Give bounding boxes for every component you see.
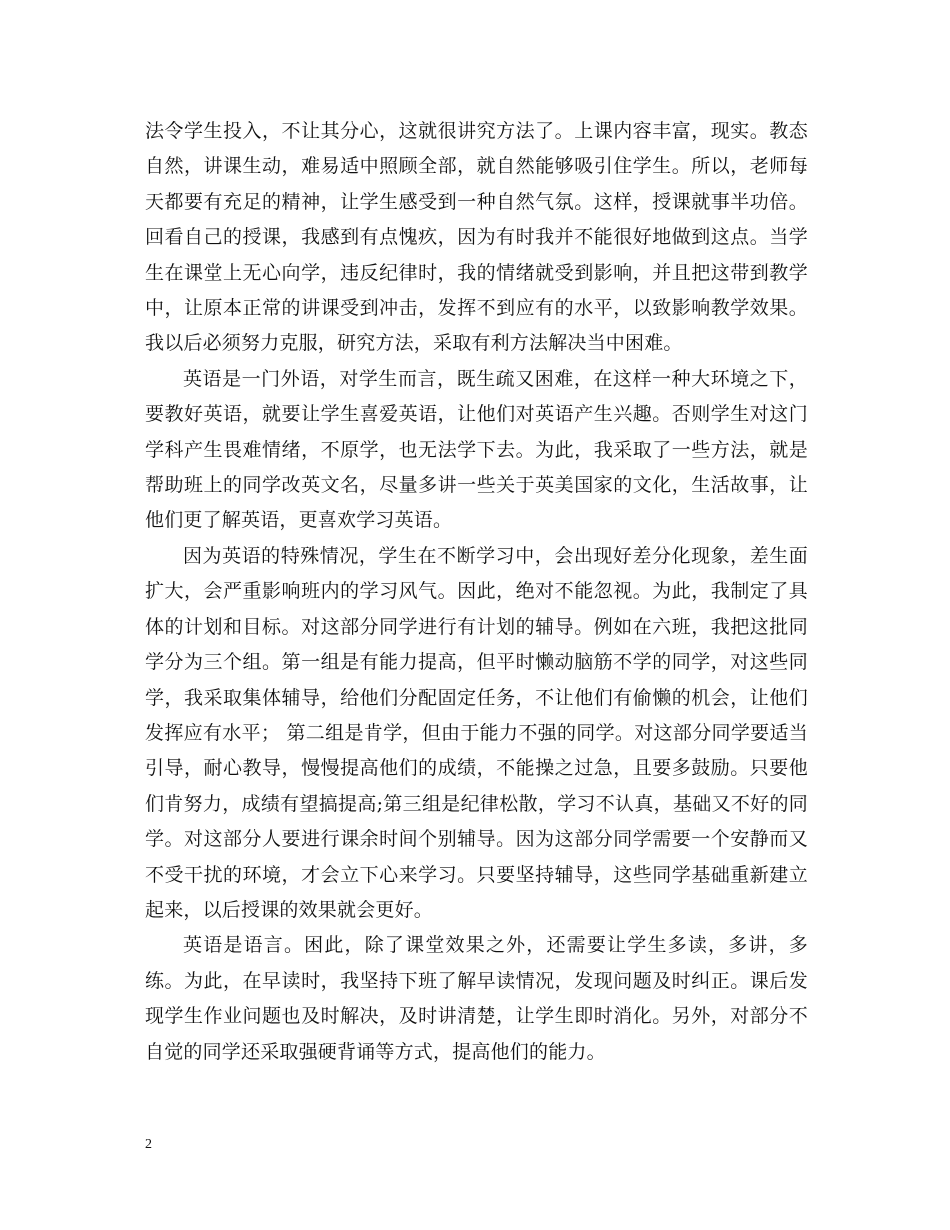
body-text xyxy=(145,114,808,1070)
paragraph-3: 因为英语的特殊情况，学生在不断学习中，会出现好差分化现象，差生面扩大，会严重影响班内的学习风气。因此，绝对不能忽视。为此，我制定了具体的计划和目标。对这部分同学进行有计划的辅导。例如在六班，我把这批同学分为三个组。第一组是有能力提高，但平时懒动脑筋不学的同学，对这些同学，我采取集体辅导，给他们分配固定任务，不让他们有偷懒的机会，让他们发挥应有水平； 第二组是肯学，但由于能力不强的同学。对这部分同学要适当引导，耐心教导，慢慢提高他们的成绩，不能操之过急，且要多鼓励。只要他们肯努力，成绩有望搞提高;第三组是纪律松散，学习不认真，基础又不好的同学。对这部分人要进行课余时间个别辅导。因为这部分同学需要一个安静而又不受干扰的环境，才会立下心来学习。只要坚持辅导，这些同学基础重新建立起来，以后授课的效果就会更好。 xyxy=(145,544,808,921)
page-number: 2 xyxy=(145,1137,152,1152)
paragraph-1: 法令学生投入，不让其分心，这就很讲究方法了。上课内容丰富，现实。教态自然，讲课生动，难易适中照顾全部，就自然能够吸引住学生。所以，老师每天都要有充足的精神，让学生感受到一种自然气氛。这样，授课就事半功倍。回看自己的授课，我感到有点愧疚，因为有时我并不能很好地做到这点。当学生在课堂上无心向学，违反纪律时，我的情绪就受到影响，并且把这带到教学中，让原本正常的讲课受到冲击，发挥不到应有的水平，以致影响教学效果。我以后必须努力克服，研究方法，采取有利方法解决当中困难。 xyxy=(145,120,808,355)
paragraph-4: 英语是语言。困此，除了课堂效果之外，还需要让学生多读，多讲，多练。为此，在早读时，我坚持下班了解早读情况，发现问题及时纠正。课后发现学生作业问题也及时解决，及时讲清楚，让学生即时消化。另外，对部分不自觉的同学还采取强硬背诵等方式，提高他们的能力。 xyxy=(145,934,808,1063)
paragraph-2: 英语是一门外语，对学生而言，既生疏又困难，在这样一种大环境之下，要教好英语，就要让学生喜爱英语，让他们对英语产生兴趣。否则学生对这门学科产生畏难情绪，不原学，也无法学下去。为此，我采取了一些方法，就是帮助班上的同学改英文名，尽量多讲一些关于英美国家的文化，生活故事，让他们更了解英语，更喜欢学习英语。 xyxy=(145,367,808,532)
